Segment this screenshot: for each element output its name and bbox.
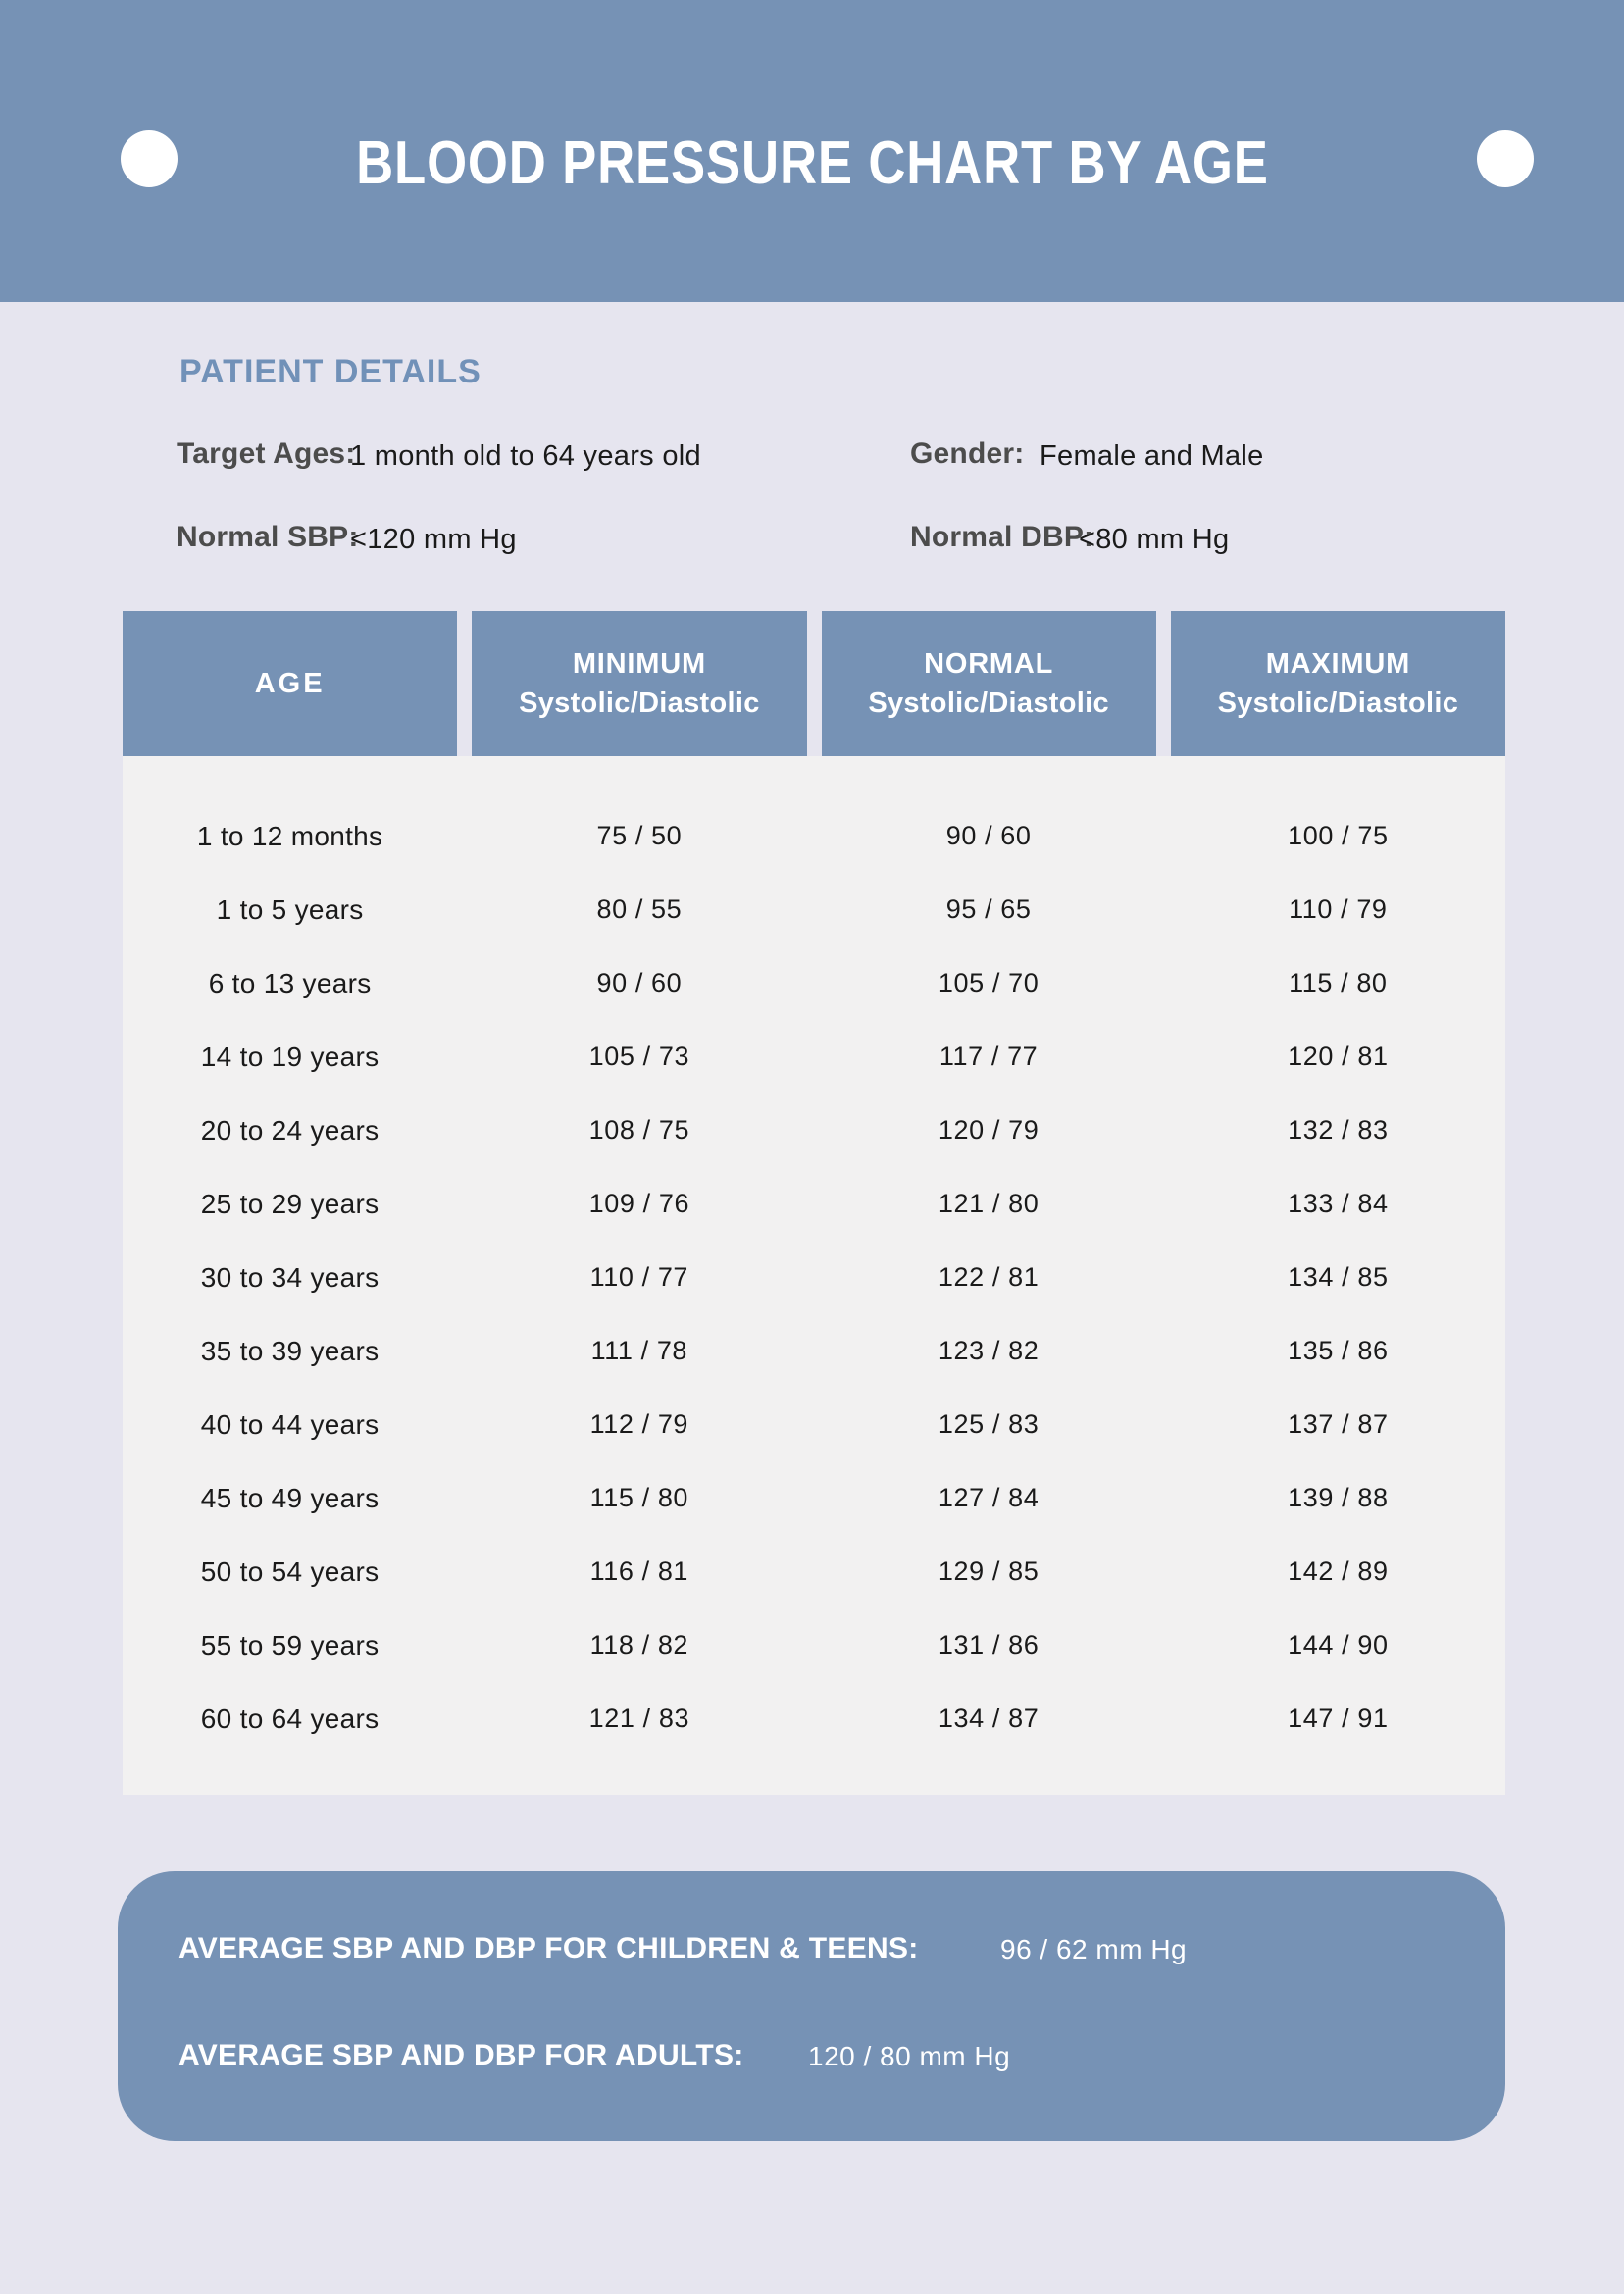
normal-cell: 129 / 85 — [938, 1556, 1040, 1586]
normal-dbp-value: <80 mm Hg — [1079, 524, 1230, 555]
max-cell: 100 / 75 — [1288, 821, 1389, 850]
min-cell: 121 / 83 — [588, 1704, 690, 1733]
min-cell: 116 / 81 — [589, 1556, 689, 1586]
column-header-minimum-label: MINIMUM — [572, 648, 706, 680]
normal-dbp-label: Normal DBP: — [910, 521, 1094, 553]
min-cell: 110 / 77 — [589, 1262, 689, 1292]
table-row — [123, 1535, 1505, 1608]
max-cell: 115 / 80 — [1289, 968, 1388, 997]
normal-cell: 134 / 87 — [938, 1704, 1040, 1733]
table-row — [123, 873, 1505, 946]
table-row — [123, 1682, 1505, 1756]
normal-sbp-label: Normal SBP: — [177, 521, 359, 553]
gender-value: Female and Male — [1040, 440, 1264, 472]
normal-cell: 95 / 65 — [945, 894, 1032, 924]
max-cell: 137 / 87 — [1288, 1409, 1389, 1439]
age-cell: 1 to 12 months — [196, 820, 383, 851]
age-cell: 60 to 64 years — [200, 1703, 380, 1734]
normal-cell: 117 / 77 — [939, 1042, 1039, 1071]
normal-cell: 120 / 79 — [938, 1115, 1040, 1145]
column-header-normal — [822, 611, 1156, 756]
max-cell: 133 / 84 — [1288, 1189, 1389, 1218]
max-cell: 144 / 90 — [1288, 1630, 1389, 1659]
age-cell: 25 to 29 years — [200, 1188, 380, 1219]
average-adults-label: AVERAGE SBP AND DBP FOR ADULTS: — [178, 2039, 744, 2071]
column-header-minimum-sublabel: Systolic/Diastolic — [519, 688, 760, 719]
age-cell: 55 to 59 years — [200, 1629, 380, 1660]
table-body — [123, 756, 1505, 1795]
age-cell: 30 to 34 years — [200, 1261, 380, 1293]
column-header-maximum — [1171, 611, 1505, 756]
min-cell: 118 / 82 — [589, 1630, 689, 1659]
average-summary-box — [118, 1871, 1505, 2141]
normal-cell: 121 / 80 — [938, 1189, 1040, 1218]
average-children-teens-label: AVERAGE SBP AND DBP FOR CHILDREN & TEENS: — [178, 1932, 919, 1964]
table-row — [123, 799, 1505, 873]
target-ages-value: 1 month old to 64 years old — [350, 440, 701, 472]
table-row — [123, 946, 1505, 1020]
normal-cell: 123 / 82 — [938, 1336, 1040, 1365]
table-row — [123, 1388, 1505, 1461]
gender-label: Gender: — [910, 437, 1025, 470]
max-cell: 139 / 88 — [1288, 1483, 1389, 1512]
column-header-maximum-label: MAXIMUM — [1265, 648, 1411, 680]
age-cell: 6 to 13 years — [208, 967, 372, 998]
table-header-row — [123, 611, 1505, 756]
age-cell: 20 to 24 years — [200, 1114, 380, 1146]
column-header-age — [123, 611, 457, 756]
average-children-teens-value: 96 / 62 mm Hg — [1000, 1934, 1188, 1964]
column-header-normal-label: NORMAL — [924, 648, 1054, 680]
max-cell: 135 / 86 — [1288, 1336, 1389, 1365]
target-ages-label: Target Ages: — [177, 437, 356, 470]
patient-details-heading: PATIENT DETAILS — [179, 353, 482, 390]
max-cell: 147 / 91 — [1288, 1704, 1389, 1733]
min-cell: 105 / 73 — [588, 1042, 690, 1071]
table-row — [123, 1314, 1505, 1388]
min-cell: 111 / 78 — [590, 1336, 688, 1365]
table-row — [123, 1608, 1505, 1682]
table-row — [123, 1461, 1505, 1535]
min-cell: 80 / 55 — [596, 894, 683, 924]
min-cell: 112 / 79 — [589, 1409, 689, 1439]
normal-cell: 131 / 86 — [938, 1630, 1040, 1659]
column-header-age-label: AGE — [254, 668, 326, 699]
table-row — [123, 1167, 1505, 1241]
column-header-maximum-sublabel: Systolic/Diastolic — [1217, 688, 1459, 719]
normal-cell: 90 / 60 — [945, 821, 1032, 850]
age-cell: 45 to 49 years — [200, 1482, 380, 1513]
max-cell: 110 / 79 — [1289, 894, 1388, 924]
age-cell: 50 to 54 years — [200, 1555, 380, 1587]
min-cell: 90 / 60 — [596, 968, 683, 997]
table-row — [123, 1241, 1505, 1314]
max-cell: 134 / 85 — [1288, 1262, 1389, 1292]
page-title — [0, 129, 1624, 214]
min-cell: 115 / 80 — [589, 1483, 689, 1512]
min-cell: 75 / 50 — [596, 821, 683, 850]
table-row — [123, 1020, 1505, 1094]
age-cell: 14 to 19 years — [200, 1041, 380, 1072]
age-cell: 35 to 39 years — [200, 1335, 380, 1366]
min-cell: 109 / 76 — [588, 1189, 690, 1218]
average-adults-value: 120 / 80 mm Hg — [808, 2041, 1011, 2071]
normal-cell: 105 / 70 — [938, 968, 1040, 997]
table-row — [123, 1094, 1505, 1167]
normal-cell: 122 / 81 — [938, 1262, 1040, 1292]
normal-cell: 127 / 84 — [938, 1483, 1040, 1512]
min-cell: 108 / 75 — [588, 1115, 690, 1145]
column-header-normal-sublabel: Systolic/Diastolic — [868, 688, 1109, 719]
max-cell: 132 / 83 — [1288, 1115, 1389, 1145]
column-header-minimum — [472, 611, 806, 756]
normal-cell: 125 / 83 — [938, 1409, 1040, 1439]
page-title-text: BLOOD PRESSURE CHART BY AGE — [355, 129, 1269, 197]
age-cell: 40 to 44 years — [200, 1408, 380, 1440]
header-banner — [0, 0, 1624, 302]
max-cell: 142 / 89 — [1288, 1556, 1389, 1586]
normal-sbp-value: <120 mm Hg — [350, 524, 517, 555]
age-cell: 1 to 5 years — [216, 893, 364, 925]
max-cell: 120 / 81 — [1288, 1042, 1389, 1071]
